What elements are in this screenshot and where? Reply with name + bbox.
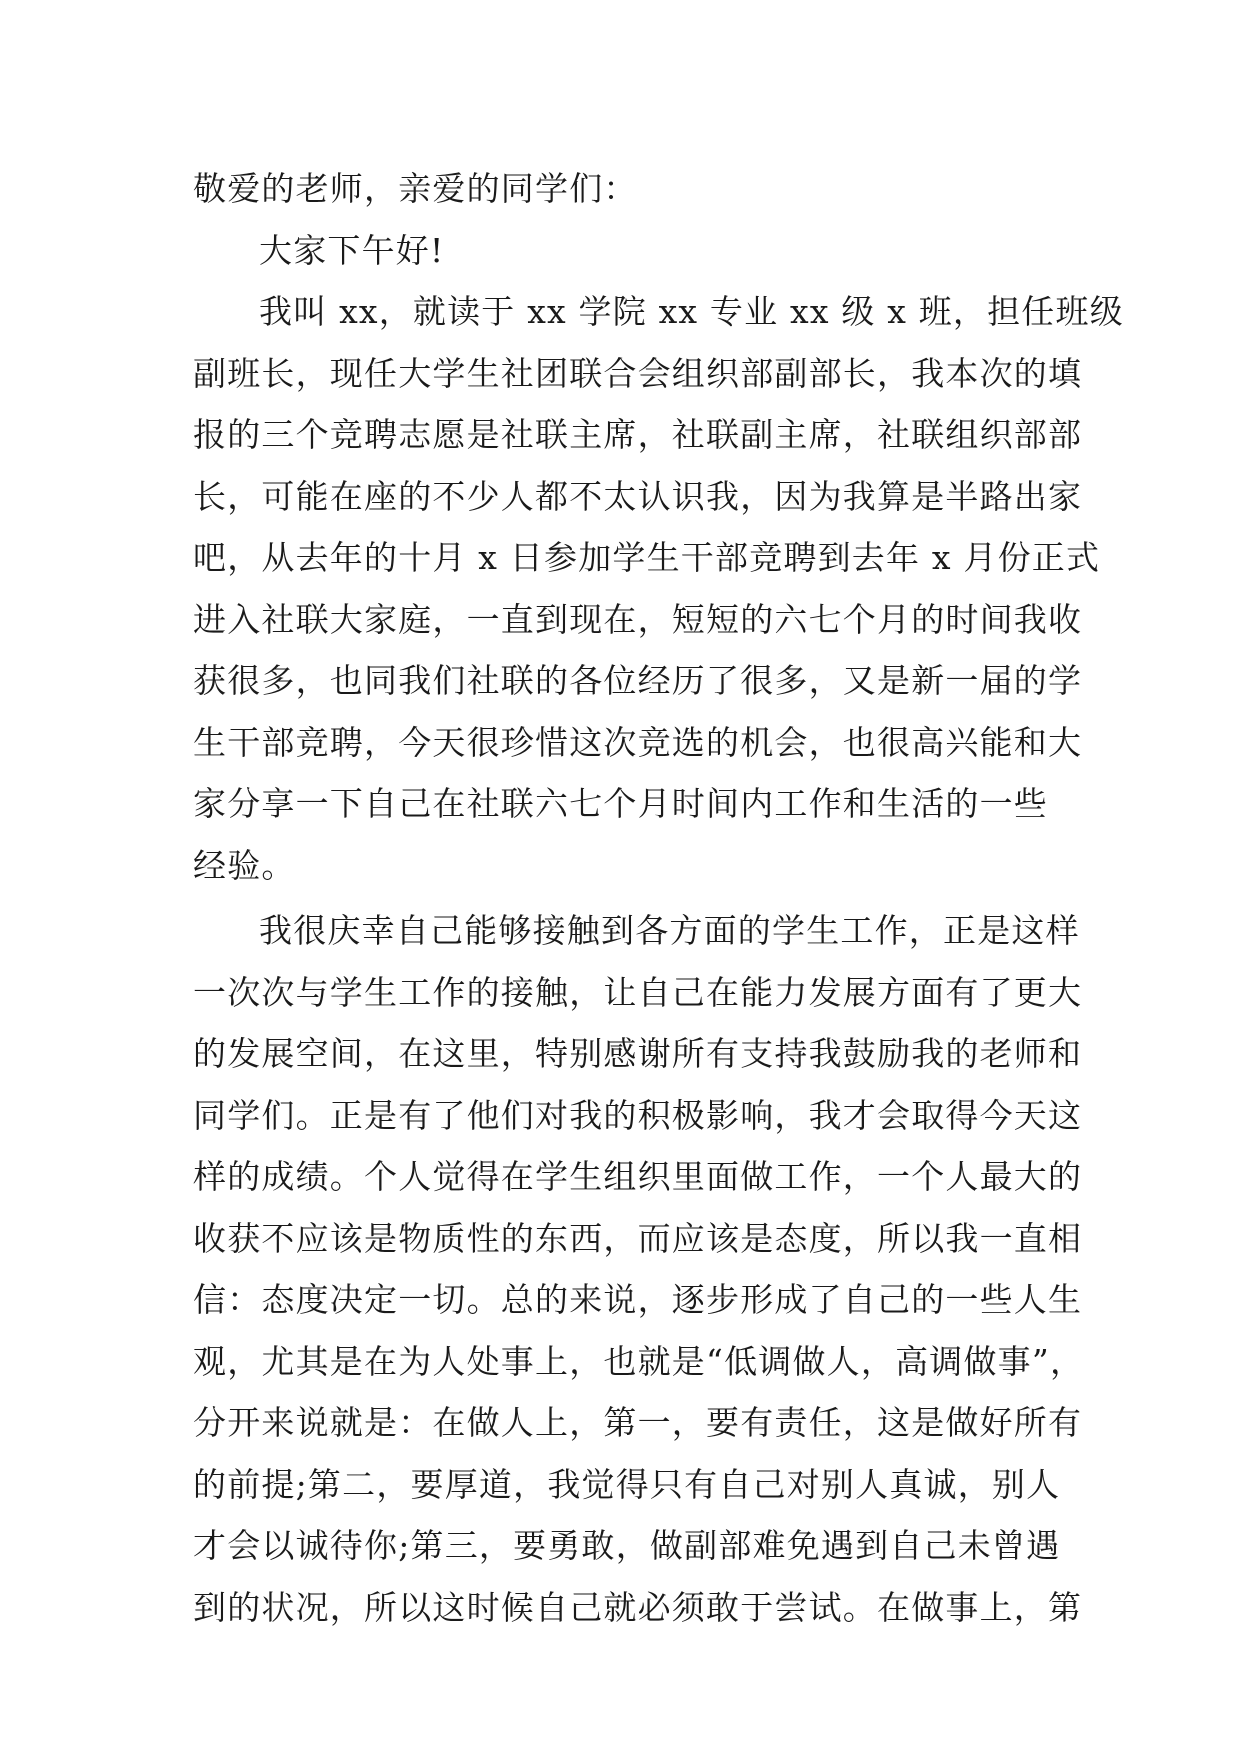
paragraph-experience (193, 900, 1085, 1638)
document-body (193, 158, 1124, 1638)
paragraph-intro (193, 281, 1124, 896)
paragraph-line: 生干部竞聘，今天很珍惜这次竞选的机会，也很高兴能和大 (193, 722, 1083, 762)
paragraph-line: 分开来说就是：在做人上，第一，要有责任，这是做好所有 (193, 1403, 1083, 1442)
salutation: 敬爱的老师，亲爱的同学们： (193, 169, 638, 208)
paragraph-line: 信：态度决定一切。总的来说，逐步形成了自己的一些人生 (193, 1280, 1083, 1319)
paragraph-line: 到的状况，所以这时候自己就必须敢于尝试。在做事上，第 (193, 1587, 1083, 1627)
paragraph-line: 获很多，也同我们社联的各位经历了很多，又是新一届的学 (193, 661, 1083, 700)
paragraph-line: 家分享一下自己在社联六七个月时间内工作和生活的一些 (193, 784, 1048, 823)
paragraph-line: 收获不应该是物质性的东西，而应该是态度，所以我一直相 (193, 1218, 1083, 1258)
paragraph-line: 吧，从去年的十月 x 日参加学生干部竞聘到去年 x 月份正式 (193, 538, 1101, 577)
paragraph-line: 才会以诚待你;第三，要勇敢，做副部难免遇到自己未曾遇 (193, 1526, 1061, 1565)
paragraph-line: 样的成绩。个人觉得在学生组织里面做工作，一个人最大的 (193, 1157, 1083, 1196)
paragraph-line: 我很庆幸自己能够接触到各方面的学生工作，正是这样 (259, 911, 1080, 950)
paragraph-line: 进入社联大家庭，一直到现在，短短的六七个月的时间我收 (193, 599, 1083, 639)
paragraph-line: 副班长，现任大学生社团联合会组织部副部长，我本次的填 (193, 353, 1083, 393)
paragraph-line: 长，可能在座的不少人都不太认识我，因为我算是半路出家 (193, 476, 1083, 516)
greeting: 大家下午好! (259, 230, 445, 270)
paragraph-line: 的前提;第二，要厚道，我觉得只有自己对别人真诚，别人 (193, 1464, 1061, 1504)
paragraph-line: 一次次与学生工作的接触，让自己在能力发展方面有了更大 (193, 972, 1083, 1012)
paragraph-line: 观，尤其是在为人处事上，也就是“低调做人，高调做事”， (193, 1341, 1085, 1381)
paragraph-line: 同学们。正是有了他们对我的积极影响，我才会取得今天这 (193, 1095, 1083, 1135)
paragraph-line: 我叫 xx，就读于 xx 学院 xx 专业 xx 级 x 班，担任班级 (259, 292, 1124, 331)
paragraph-line: 经验。 (193, 845, 296, 885)
paragraph-line: 报的三个竞聘志愿是社联主席，社联副主席，社联组织部部 (193, 415, 1083, 454)
paragraph-line: 的发展空间，在这里，特别感谢所有支持我鼓励我的老师和 (193, 1034, 1083, 1073)
